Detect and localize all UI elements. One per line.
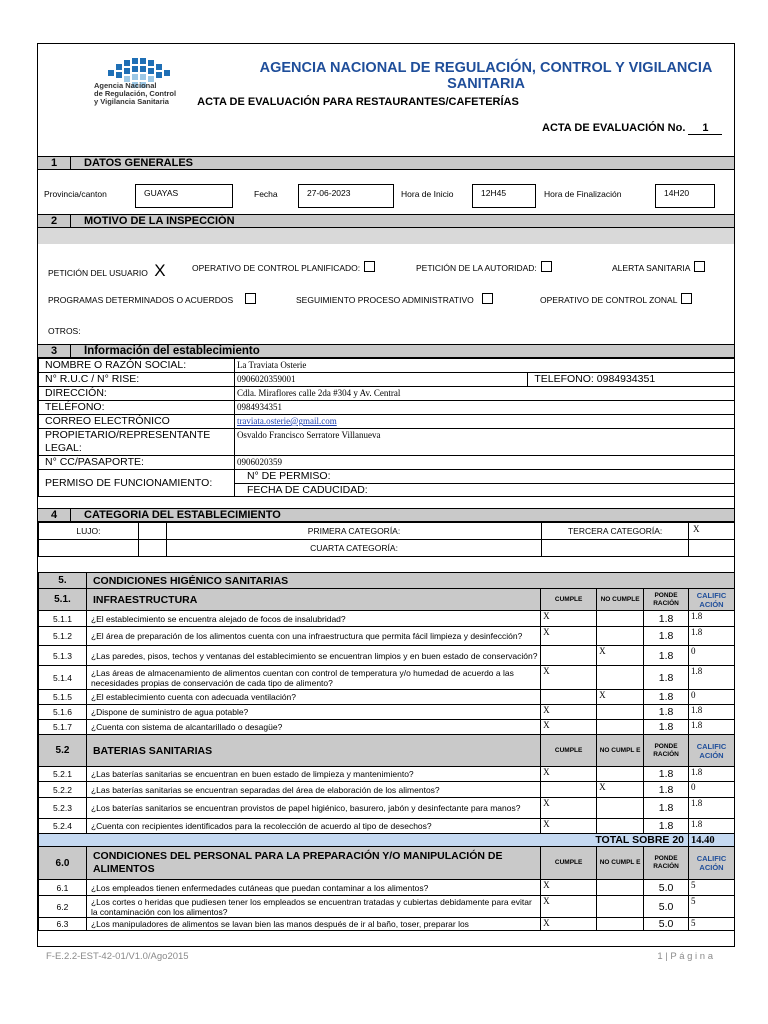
question-number: 5.1.1 — [39, 611, 87, 627]
question-text: ¿El establecimiento se encuentra alejado de focos de insalubridad? — [86, 611, 540, 627]
motivo-peticion-usuario: PETICIÓN DEL USUARIO X — [48, 261, 166, 280]
no-cumple-cell[interactable] — [597, 720, 644, 735]
propietario-label: PROPIETARIO/REPRESENTANTE LEGAL: — [39, 429, 235, 456]
ponderacion-cell: 5.0 — [644, 918, 689, 931]
ponderacion-cell: 1.8 — [644, 646, 689, 666]
table-row — [39, 611, 735, 627]
hora-fin-label: Hora de Finalización — [544, 189, 622, 199]
lujo-cell[interactable] — [138, 523, 166, 540]
ponderacion-cell: 1.8 — [644, 627, 689, 646]
section-6-title: CONDICIONES DEL PERSONAL PARA LA PREPARACIÓN Y/O MANIPULACIÓN DE ALIMENTOS — [86, 847, 540, 880]
ponderacion-cell: 1.8 — [644, 798, 689, 819]
num-permiso-label[interactable]: N° DE PERMISO: — [235, 470, 734, 484]
calificacion-cell[interactable]: 5 — [689, 896, 735, 918]
question-number: 6.3 — [39, 918, 87, 931]
table-row — [39, 646, 735, 666]
ponderacion-cell: 1.8 — [644, 705, 689, 720]
question-number: 5.1.2 — [39, 627, 87, 646]
no-cumple-cell[interactable] — [597, 880, 644, 896]
section-1-header: 1 DATOS GENERALES — [38, 156, 734, 170]
razon-social-label: NOMBRE O RAZÓN SOCIAL: — [39, 359, 235, 373]
question-number: 5.1.6 — [39, 705, 87, 720]
motivo-operativo-planificado: OPERATIVO DE CONTROL PLANIFICADO: — [192, 261, 375, 273]
baterias-title: BATERIAS SANITARIAS — [86, 735, 540, 767]
agency-logo — [48, 50, 178, 146]
fecha-caducidad-label[interactable]: FECHA DE CADUCIDAD: — [246, 484, 368, 496]
question-text: ¿Los baterías sanitarios se encuentran provistos de papel higiénico, basurero, jabón y desinfectante para manos? — [86, 798, 540, 819]
section-2-title: MOTIVO DE LA INSPECCIÓN — [84, 215, 235, 227]
section-6-header: 6.0 CONDICIONES DEL PERSONAL PARA LA PREPARACIÓN Y/O MANIPULACIÓN DE ALIMENTOS CUMPLE NO CUMPL E PONDE RACIÓN CALIFIC ACIÓN — [39, 847, 735, 880]
section-2-band — [38, 228, 734, 244]
fecha-field[interactable]: 27-06-2023 — [298, 184, 394, 208]
propietario-value[interactable]: Osvaldo Francisco Serratore Villanueva — [234, 429, 734, 456]
acta-number-value: 1 — [688, 122, 722, 135]
question-number: 5.1.5 — [39, 690, 87, 705]
table-row — [39, 720, 735, 735]
provincia-label: Provincia/canton — [44, 189, 107, 199]
question-text: ¿Las baterías sanitarias se encuentran separadas del área de elaboración de los alimentos? — [86, 782, 540, 798]
hora-inicio-label: Hora de Inicio — [401, 189, 454, 199]
question-number: 5.1.7 — [39, 720, 87, 735]
calificacion-cell[interactable]: 5 — [689, 918, 735, 931]
question-number: 5.2.4 — [39, 819, 87, 834]
alerta-sanitaria-checkbox[interactable] — [694, 261, 705, 272]
category-table — [38, 522, 735, 557]
programas-checkbox[interactable] — [245, 293, 256, 304]
question-number: 5.2.3 — [39, 798, 87, 819]
no-cumple-cell[interactable] — [597, 705, 644, 720]
table-row — [39, 401, 735, 415]
telefono-right[interactable]: TELEFONO: 0984934351 — [528, 373, 735, 387]
table-row — [39, 387, 735, 401]
cumple-cell[interactable] — [541, 690, 597, 705]
ponderacion-cell: 1.8 — [644, 819, 689, 834]
calificacion-cell[interactable]: 1.8 — [689, 666, 735, 690]
cumple-cell[interactable]: X — [541, 819, 597, 834]
table-row — [39, 373, 735, 387]
table-row — [39, 359, 735, 373]
table-row — [39, 456, 735, 470]
ponderacion-cell: 1.8 — [644, 782, 689, 798]
tercera-label: TERCERA CATEGORÍA: — [542, 523, 689, 540]
direccion-value[interactable]: Cdla. Miraflores calle 2da #304 y Av. Central — [234, 387, 734, 401]
permiso-details — [234, 470, 734, 497]
acta-number-line — [542, 122, 722, 135]
table-row — [39, 666, 735, 690]
subsection-5-1-header: 5.1. INFRAESTRUCTURA CUMPLE NO CUMPLE PONDE RACIÓN CALIFIC ACIÓN — [39, 589, 735, 611]
section-3-header: 3 Información del establecimiento — [38, 344, 734, 358]
motivo-operativo-zonal: OPERATIVO DE CONTROL ZONAL — [540, 293, 692, 305]
ponderacion-cell: 5.0 — [644, 880, 689, 896]
table-row — [39, 918, 735, 931]
footer-code: F-E.2.2-EST-42-01/V1.0/Ago2015 — [46, 951, 189, 962]
cumple-cell[interactable]: X — [541, 705, 597, 720]
table-row — [39, 470, 735, 497]
ponderacion-cell: 1.8 — [644, 611, 689, 627]
logo-caption: Agencia Nacional de Regulación, Control y Vigilancia Sanitaria — [94, 81, 177, 106]
subsection-5-2-header: 5.2 BATERIAS SANITARIAS CUMPLE NO CUMPL E PONDE RACIÓN CALIFIC ACIÓN — [39, 735, 735, 767]
ruc-label: N° R.U.C / N° RISE: — [39, 373, 235, 387]
question-text: ¿Las paredes, pisos, techos y ventanas del establecimiento se encuentran limpios y en buen estado de conservación? — [86, 646, 540, 666]
section-5-title: CONDICIONES HIGÉNICO SANITARIAS — [86, 573, 734, 589]
table-row — [39, 819, 735, 834]
total-value: 14.40 — [689, 834, 735, 847]
table-row — [39, 415, 735, 429]
establishment-info-table — [38, 358, 735, 497]
question-number: 6.1 — [39, 880, 87, 896]
question-number: 5.2.2 — [39, 782, 87, 798]
cumple-cell[interactable]: X — [541, 611, 597, 627]
table-row — [39, 627, 735, 646]
seguimiento-checkbox[interactable] — [482, 293, 493, 304]
table-row — [39, 429, 735, 456]
table-row — [39, 705, 735, 720]
motivo-programas: PROGRAMAS DETERMINADOS O ACUERDOS — [48, 293, 256, 305]
tercera-mark[interactable]: X — [689, 523, 735, 540]
table-row — [39, 798, 735, 819]
cumple-cell[interactable]: X — [541, 627, 597, 646]
cumple-cell[interactable]: X — [541, 896, 597, 918]
question-number: 5.1.3 — [39, 646, 87, 666]
cumple-cell[interactable]: X — [541, 918, 597, 931]
cumple-cell[interactable]: X — [541, 880, 597, 896]
question-text: ¿Los empleados tienen enfermedades cutáneas que puedan contaminar a los alimentos? — [86, 880, 540, 896]
table-row — [39, 896, 735, 918]
section-4-header: 4 CATEGORIA DEL ESTABLECIMIENTO — [38, 508, 734, 522]
table-row — [39, 782, 735, 798]
calificacion-cell[interactable]: 1.8 — [689, 611, 735, 627]
question-text: ¿El establecimiento cuenta con adecuada ventilación? — [86, 690, 540, 705]
hora-inicio-field[interactable]: 12H45 — [472, 184, 536, 208]
cuarta-label: CUARTA CATEGORÍA: — [166, 540, 541, 557]
question-text: ¿Las baterías sanitarias se encuentran en buen estado de limpieza y mantenimiento? — [86, 767, 540, 782]
total-label: TOTAL SOBRE 20 — [39, 834, 689, 847]
cumple-cell[interactable] — [541, 646, 597, 666]
calificacion-cell[interactable]: 0 — [689, 782, 735, 798]
lujo-label: LUJO: — [39, 523, 139, 540]
cumple-cell[interactable]: X — [541, 720, 597, 735]
peticion-autoridad-checkbox[interactable] — [541, 261, 552, 272]
operativo-planificado-checkbox[interactable] — [364, 261, 375, 272]
ponderacion-cell: 1.8 — [644, 767, 689, 782]
ponderacion-cell: 1.8 — [644, 666, 689, 690]
cumple-cell[interactable]: X — [541, 767, 597, 782]
infraestructura-title: INFRAESTRUCTURA — [86, 589, 540, 611]
calificacion-cell[interactable]: 1.8 — [689, 819, 735, 834]
ponderacion-cell: 1.8 — [644, 690, 689, 705]
agency-name: AGENCIA NACIONAL DE REGULACIÓN, CONTROL Y VIGILANCIA SANITARIA — [259, 60, 713, 92]
no-cumple-cell[interactable] — [597, 918, 644, 931]
calificacion-cell[interactable]: 1.8 — [689, 798, 735, 819]
no-cumple-cell[interactable]: X — [597, 782, 644, 798]
document-title: ACTA DE EVALUACIÓN PARA RESTAURANTES/CAFETERÍAS — [197, 96, 519, 108]
otros-label: OTROS: — [48, 326, 81, 336]
footer-page: 1 | P á g i n a — [657, 951, 713, 962]
provincia-field[interactable]: GUAYAS — [135, 184, 233, 208]
question-text: ¿Dispone de suministro de agua potable? — [86, 705, 540, 720]
section-2-header: 2 MOTIVO DE LA INSPECCIÓN — [38, 214, 734, 228]
permiso-label: PERMISO DE FUNCIONAMIENTO: — [39, 470, 235, 497]
section-1-title: DATOS GENERALES — [84, 157, 193, 169]
section-4-title: CATEGORIA DEL ESTABLECIMIENTO — [84, 509, 281, 521]
correo-value[interactable]: traviata.osterie@gmail.com — [234, 415, 734, 429]
cumple-cell[interactable]: X — [541, 666, 597, 690]
table-row — [39, 690, 735, 705]
table-row — [39, 880, 735, 896]
question-number: 5.2.1 — [39, 767, 87, 782]
razon-social-value[interactable]: La Traviata Osterie — [234, 359, 734, 373]
peticion-usuario-mark[interactable]: X — [154, 261, 166, 280]
no-cumple-cell[interactable] — [597, 767, 644, 782]
primera-label: PRIMERA CATEGORÍA: — [166, 523, 541, 540]
table-row — [39, 767, 735, 782]
evaluation-form-page — [37, 43, 735, 947]
table-row — [39, 523, 735, 540]
section-3-title: Información del establecimiento — [84, 345, 260, 357]
table-row — [39, 540, 735, 557]
no-cumple-cell[interactable] — [597, 611, 644, 627]
fecha-label: Fecha — [254, 189, 278, 199]
motivo-seguimiento: SEGUIMIENTO PROCESO ADMINISTRATIVO — [296, 293, 493, 305]
calificacion-cell[interactable]: 1.8 — [689, 627, 735, 646]
acta-number-label: ACTA DE EVALUACIÓN No. — [542, 122, 686, 134]
calificacion-cell[interactable]: 1.8 — [689, 705, 735, 720]
correo-label: CORREO ELECTRÓNICO — [39, 415, 235, 429]
total-row — [39, 834, 735, 847]
motivo-alerta-sanitaria: ALERTA SANITARIA — [612, 261, 705, 273]
telefono-value[interactable]: 0984934351 — [234, 401, 734, 415]
question-text: ¿Los cortes o heridas que pudiesen tener los empleados se encuentran tratadas y cubiertas debidamente para evitar la contaminación con los alimentos? — [86, 896, 540, 918]
question-text: ¿El área de preparación de los alimentos cuenta con una infraestructura que permita fácil limpieza y desinfección? — [86, 627, 540, 646]
cc-value[interactable]: 0906020359 — [234, 456, 734, 470]
telefono-label: TELÉFONO: — [39, 401, 235, 415]
cumple-cell[interactable]: X — [541, 798, 597, 819]
no-cumple-cell[interactable] — [597, 798, 644, 819]
question-text: ¿Cuenta con recipientes identificados para la recolección de acuerdo al tipo de desechos? — [86, 819, 540, 834]
ruc-value[interactable]: 0906020359001 — [234, 373, 527, 387]
cc-label: N° CC/PASAPORTE: — [39, 456, 235, 470]
no-cumple-cell[interactable] — [597, 666, 644, 690]
no-cumple-cell[interactable] — [597, 896, 644, 918]
hygiene-conditions-table — [38, 572, 735, 931]
calificacion-cell[interactable]: 5 — [689, 880, 735, 896]
calificacion-cell[interactable]: 0 — [689, 690, 735, 705]
section-5-header: 5. CONDICIONES HIGÉNICO SANITARIAS — [39, 573, 735, 589]
no-cumple-cell[interactable]: X — [597, 646, 644, 666]
no-cumple-cell[interactable] — [597, 819, 644, 834]
ponderacion-cell: 1.8 — [644, 720, 689, 735]
cumple-cell[interactable] — [541, 782, 597, 798]
question-text: ¿Cuenta con sistema de alcantarillado o desagüe? — [86, 720, 540, 735]
calificacion-cell[interactable]: 1.8 — [689, 720, 735, 735]
motivo-peticion-autoridad: PETICIÓN DE LA AUTORIDAD: — [416, 261, 552, 273]
calificacion-cell[interactable]: 1.8 — [689, 767, 735, 782]
ponderacion-cell: 5.0 — [644, 896, 689, 918]
hora-fin-field[interactable]: 14H20 — [655, 184, 715, 208]
question-text: ¿Los manipuladores de alimentos se lavan bien las manos después de ir al baño, toser, preparar los — [86, 918, 540, 931]
no-cumple-cell[interactable]: X — [597, 690, 644, 705]
question-number: 5.1.4 — [39, 666, 87, 690]
operativo-zonal-checkbox[interactable] — [681, 293, 692, 304]
calificacion-cell[interactable]: 0 — [689, 646, 735, 666]
question-text: ¿Las áreas de almacenamiento de alimentos cuentan con control de temperatura y/o humedad de acuerdo a las necesidades propias de conservación de cada tipo de alimento? — [86, 666, 540, 690]
no-cumple-cell[interactable] — [597, 627, 644, 646]
direccion-label: DIRECCIÓN: — [39, 387, 235, 401]
question-number: 6.2 — [39, 896, 87, 918]
